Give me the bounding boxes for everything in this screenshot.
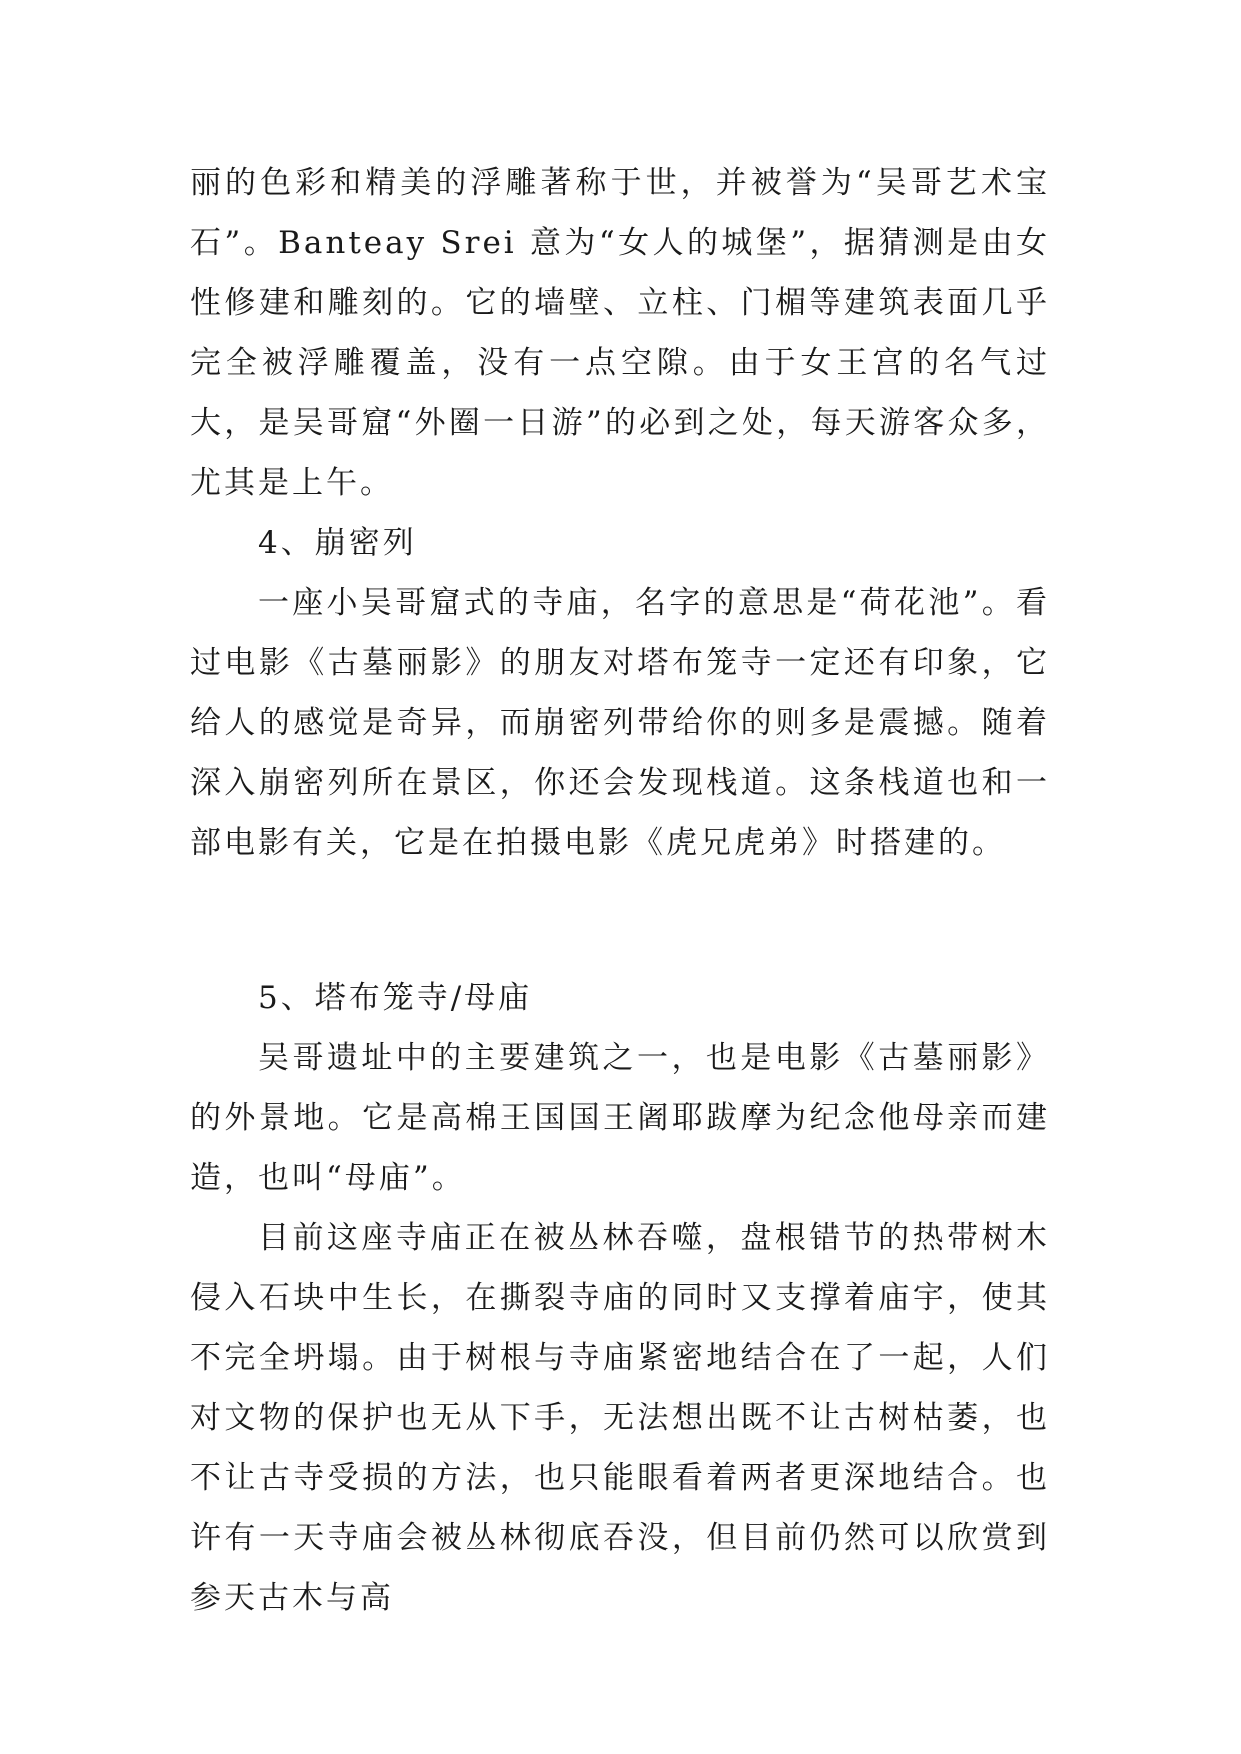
heading-ta-prohm: 5、塔布笼寺/母庙	[258, 980, 533, 1016]
paragraph-beng-mealea: 一座小吴哥窟式的寺庙，名字的意思是“荷花池”。看过电影《古墓丽影》的朋友对塔布笼寺一定还有印象，它给人的感觉是奇异，而崩密列带给你的则多是震撼。随着深入崩密列所在景区，你还会发现栈道。这条栈道也和一部电影有关，它是在拍摄电影《虎兄虎弟》时搭建的。	[190, 585, 1050, 861]
section-banteay-srei-and-beng-mealea	[190, 153, 1050, 873]
section-ta-prohm	[190, 968, 1050, 1628]
heading-beng-mealea: 4、崩密列	[258, 525, 417, 561]
paragraph-ta-prohm-jungle: 目前这座寺庙正在被丛林吞噬，盘根错节的热带树木侵入石块中生长，在撕裂寺庙的同时又支撑着庙宇，使其不完全坍塌。由于树根与寺庙紧密地结合在了一起，人们对文物的保护也无从下手，无法想出既不让古树枯萎，也不让古寺受损的方法，也只能眼看着两者更深地结合。也许有一天寺庙会被丛林彻底吞没，但目前仍然可以欣赏到参天古木与高	[190, 1220, 1050, 1616]
paragraph-ta-prohm-intro: 吴哥遗址中的主要建筑之一，也是电影《古墓丽影》的外景地。它是高棉王国国王阇耶跋摩为纪念他母亲而建造，也叫“母庙”。	[190, 1040, 1050, 1196]
paragraph-continuation: 丽的色彩和精美的浮雕著称于世，并被誉为“吴哥艺术宝石”。Banteay Srei 意为“女人的城堡”，据猜测是由女性修建和雕刻的。它的墙壁、立柱、门楣等建筑表面几乎完全被浮雕覆盖，没有一点空隙。由于女王宫的名气过大，是吴哥窟“外圈一日游”的必到之处，每天游客众多，尤其是上午。	[190, 165, 1050, 501]
